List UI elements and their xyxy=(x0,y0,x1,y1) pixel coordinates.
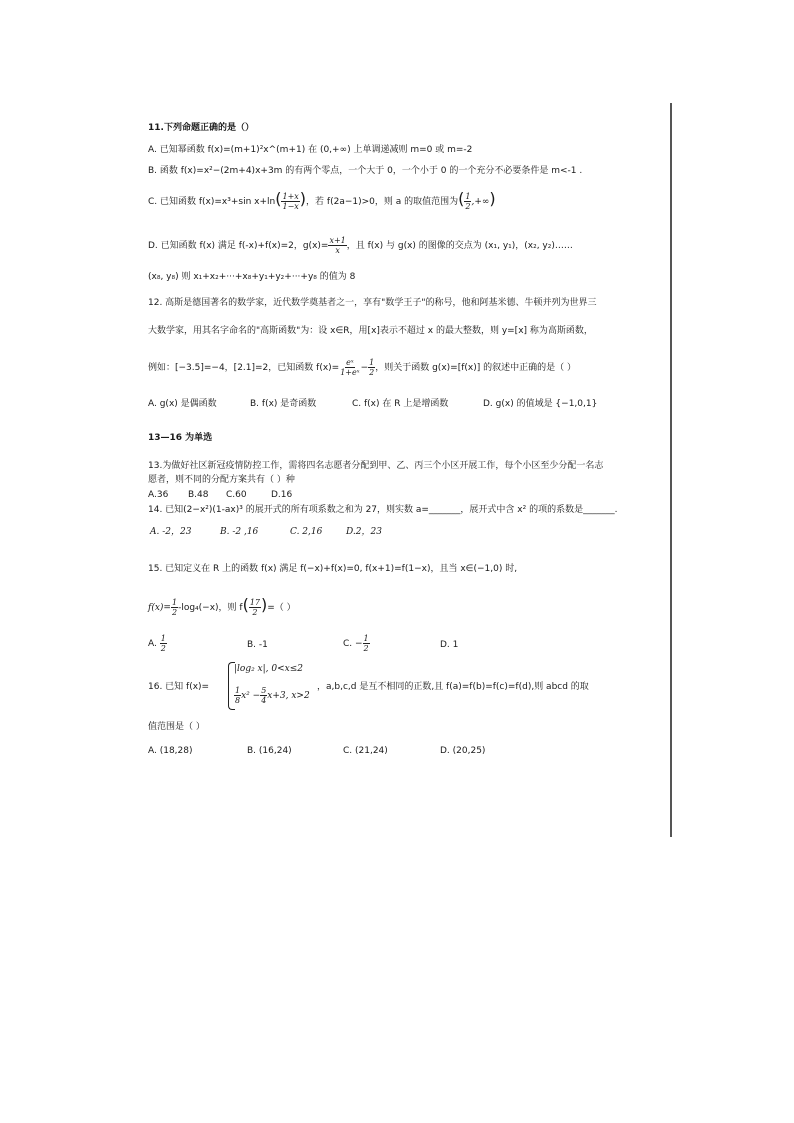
q12-l3-post: ，则关于函数 g(x)=[f(x)] 的叙述中正确的是（ ） xyxy=(375,363,576,373)
q13-line1: 13.为做好社区新冠疫情防控工作，需将四名志愿者分配到甲、乙、丙三个小区开展工作，每个小区至少分配一名志 xyxy=(148,461,604,471)
q11-option-c: C. 已知函数 f(x)=x³+sin x+ln( $\frac{1+x}{1-x}$ )，若 f(2a−1)>0，则 a 的取值范围为( $\frac{1}{2}$ ,+∞) xyxy=(148,189,496,211)
q15-line1: 15. 已知定义在 R 上的函数 f(x) 满足 f(−x)+f(x)=0, f(x+1)=f(1−x)，且当 x∈(−1,0) 时, xyxy=(148,564,518,574)
q12-option-a: A. g(x) 是偶函数 xyxy=(148,399,217,409)
q14-option-d: D.2，23 xyxy=(346,527,382,537)
q11-option-d xyxy=(148,236,573,255)
q13-option-a: A.36 xyxy=(148,490,169,500)
q14-option-c: C. 2,16 xyxy=(290,527,323,537)
q14-line1: 14. 已知(2−x²)(1-ax)³ 的展开式的所有项系数之和为 27，则实数 a=_______，展开式中含 x² 的项的系数是_______. xyxy=(148,505,618,515)
q16-option-b: B. (16,24) xyxy=(247,746,292,756)
q12-l3-half: $\frac{1}{2}$ xyxy=(369,358,375,377)
q12-option-b: B. f(x) 是奇函数 xyxy=(250,399,317,409)
q15-option-b: B. -1 xyxy=(247,640,268,650)
q15-option-d: D. 1 xyxy=(440,640,459,650)
q13-line2: 愿者，则不同的分配方案共有（ ）种 xyxy=(148,475,295,485)
q16-post: ，a,b,c,d 是互不相同的正数,且 f(a)=f(b)=f(c)=f(d),则 abcd 的取 xyxy=(317,682,589,692)
q12-line2: 大数学家，用其名字命名的"高斯函数"为：设 x∈R，用[x]表示不超过 x 的最大整数，则 y=[x] 称为高斯函数， xyxy=(148,326,593,336)
q11-option-d-line2: (x₈, y₈) 则 x₁+x₂+···+x₈+y₁+y₂+···+y₈ 的值为 8 xyxy=(148,272,356,282)
q15-option-c: C. − $\frac{1}{2}$ xyxy=(343,634,369,653)
q11-d-text: D. 已知函数 f(x) 满足 f(-x)+f(x)=2，g(x)= xyxy=(148,241,329,251)
q13-option-b: B.48 xyxy=(188,490,209,500)
q12-option-c: C. f(x) 在 R 上是增函数 xyxy=(352,399,449,409)
q11-c-fraction: $\frac{1+x}{1-x}$ xyxy=(282,192,299,211)
q12-l3-fraction: $\frac{\text{eˣ}}{\text{1+eˣ}}$ xyxy=(340,358,360,377)
q14-option-b: B. -2 ,16 xyxy=(220,527,259,537)
q15-line2: f(x)= $\frac{1}{2}$ -log₄(−x)，则 f( $\frac{17}{2}$ )=（ ） xyxy=(148,595,296,617)
q11-d-fraction: $\frac{x+1}{x}$ xyxy=(329,236,346,255)
q15-option-a: A. $\frac{1}{2}$ xyxy=(148,634,166,653)
q12-line3: 例如：[−3.5]=−4，[2.1]=2，已知函数 f(x)= $\frac{\text{eˣ}}{\text{1+eˣ}}$ − $\frac{1}{2}$ ，则关于函数 g(x)=[f(x)] 的叙述中正确的是（ ） xyxy=(148,358,576,377)
q11-c-mid: ，若 f(2a−1)>0，则 a 的取值范围为 xyxy=(306,197,459,207)
q12-option-d: D. g(x) 的值域是 {−1,0,1} xyxy=(483,399,598,409)
q11-title: 11.下列命题正确的是（） xyxy=(148,123,254,133)
q16-pre: 16. 已知 f(x)= xyxy=(148,682,210,692)
q12-line1: 12. 高斯是德国著名的数学家，近代数学奠基者之一，享有"数学王子"的称号，他和阿基米德、牛顿并列为世界三 xyxy=(148,298,597,308)
q15-half: $\frac{1}{2}$ xyxy=(171,598,178,617)
q16-option-a: A. (18,28) xyxy=(148,746,193,756)
q16-option-d: D. (20,25) xyxy=(440,746,486,756)
q11-d-post: ，且 f(x) 与 g(x) 的图像的交点为 (x₁, y₁)，(x₂, y₂)…… xyxy=(346,241,573,251)
q16-case1: |log₂ x|, 0<x≤2 xyxy=(234,664,303,674)
q11-option-a: A. 已知幂函数 f(x)=(m+1)²x^(m+1) 在 (0,+∞) 上单调递减则 m=0 或 m=-2 xyxy=(148,145,473,155)
q15-17-over-2: $\frac{17}{2}$ xyxy=(249,598,261,617)
q16-case2: $\frac{1}{8}$ x² − $\frac{5}{4}$ x+3, x>2 xyxy=(235,686,310,705)
q13-option-d: D.16 xyxy=(271,490,293,500)
q11-c-text: C. 已知函数 f(x)=x³+sin x+ln xyxy=(148,197,276,207)
q11-c-range-fraction: $\frac{1}{2}$ xyxy=(465,192,471,211)
q12-l3-pre: 例如：[−3.5]=−4，[2.1]=2，已知函数 f(x)= xyxy=(148,363,340,373)
q14-option-a: A. -2，23 xyxy=(150,527,192,537)
q13-option-c: C.60 xyxy=(226,490,247,500)
page-right-border xyxy=(670,103,672,837)
q16-option-c: C. (21,24) xyxy=(343,746,388,756)
section-heading: 13—16 为单选 xyxy=(148,433,213,443)
q11-option-b: B. 函数 f(x)=x²−(2m+4)x+3m 的有两个零点，一个大于 0，一个小于 0 的一个充分不必要条件是 m<-1 . xyxy=(148,166,583,176)
q16-line2: 值范围是（ ） xyxy=(148,722,205,732)
